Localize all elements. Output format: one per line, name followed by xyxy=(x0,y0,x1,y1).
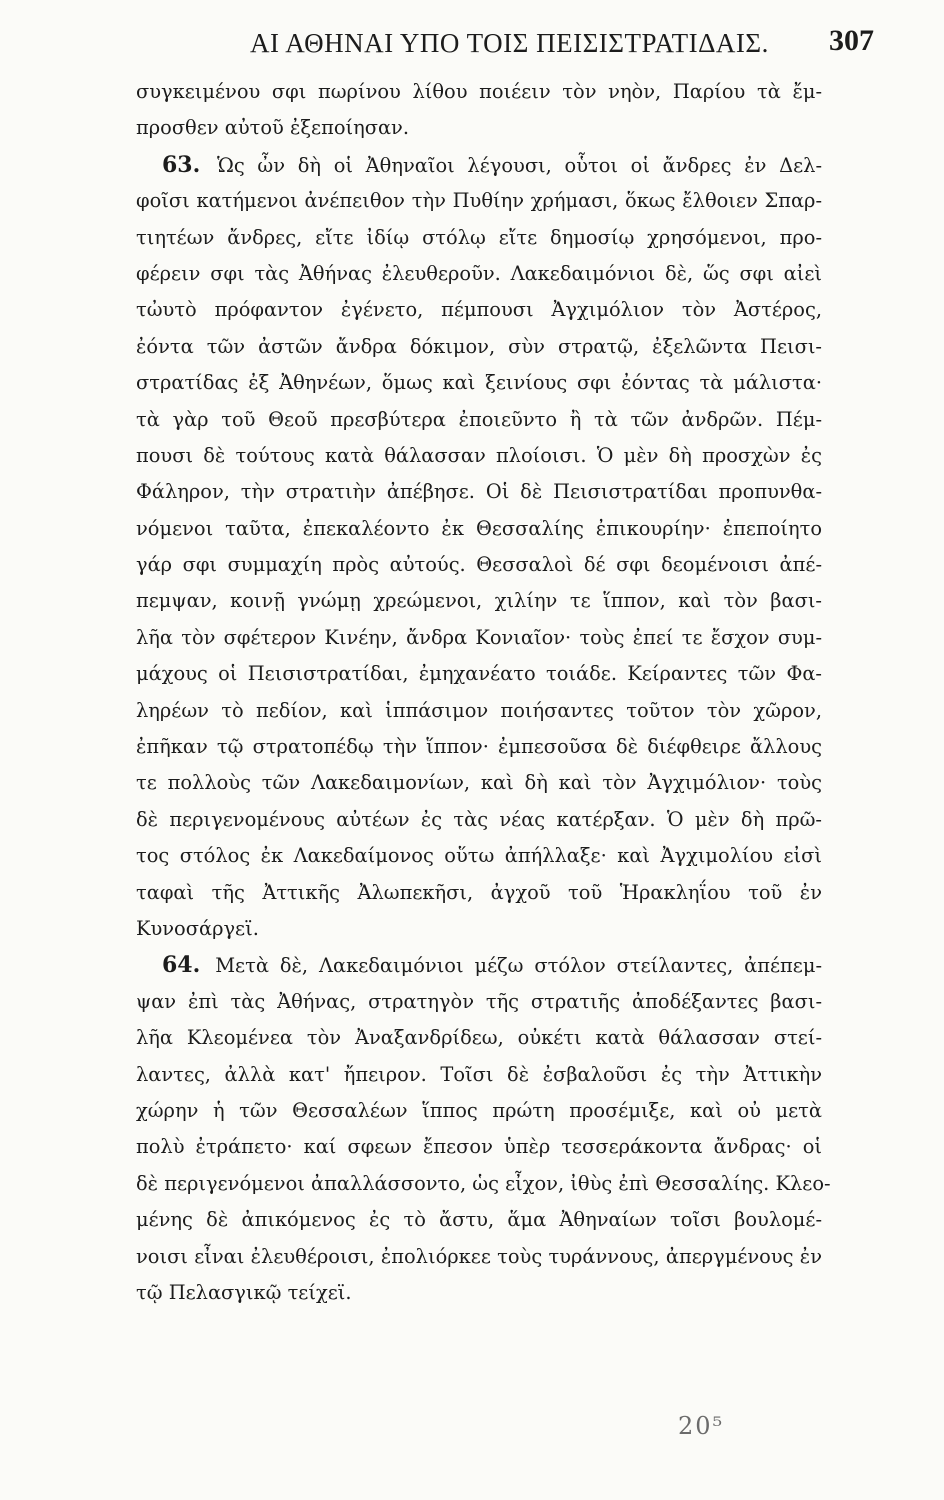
text-line: λαντες, ἀλλὰ κατ' ἤπειρον. Τοῖσι δὲ ἐσβαλοῦσι ἐς τὴν Ἀττικὴν xyxy=(136,1062,822,1086)
text-line xyxy=(136,947,822,983)
text-line: ἐόντα τῶν ἀστῶν ἄνδρα δόκιμον, σὺν στρατῷ, ἐξελῶντα Πεισι- xyxy=(136,334,822,358)
text-line: τὠυτὸ πρόφαντον ἐγένετο, πέμπουσι Ἀγχιμόλιον τὸν Ἀστέρος, xyxy=(136,298,822,322)
text-line: προσθεν αὐτοῦ ἐξεποίησαν. xyxy=(136,116,410,140)
text-line: ληρέων τὸ πεδίον, καὶ ἱππάσιμον ποιήσαντες τοῦτον τὸν χῶρον, xyxy=(136,698,822,722)
text-line: στρατίδας ἐξ Ἀθηνέων, ὅμως καὶ ξεινίους σφι ἐόντας τὰ μάλιστα· xyxy=(136,371,822,395)
text-line: χώρην ἡ τῶν Θεσσαλέων ἵππος πρώτη προσέμιξε, καὶ οὐ μετὰ xyxy=(136,1098,822,1122)
text-line: Κυνοσάργεϊ. xyxy=(136,916,259,940)
text-line: πουσι δὲ τούτους κατὰ θάλασσαν πλοίοισι. Ὁ μὲν δὴ προσχὼν ἐς xyxy=(136,443,822,467)
text-line: λῆα Κλεομένεα τὸν Ἀναξανδρίδεω, οὐκέτι κατὰ θάλασσαν στεί- xyxy=(136,1026,822,1050)
text-line: τος στόλος ἐκ Λακεδαίμονος οὕτω ἀπήλλαξε· καὶ Ἀγχιμολίου εἰσὶ xyxy=(136,844,822,868)
text-line: τε πολλοὺς τῶν Λακεδαιμονίων, καὶ δὴ καὶ τὸν Ἀγχιμόλιον· τοὺς xyxy=(136,771,822,795)
text-line: τῷ Πελασγικῷ τείχεϊ. xyxy=(136,1280,352,1304)
text-line: μάχους οἱ Πεισιστρατίδαι, ἐμηχανέατο τοιάδε. Κείραντες τῶν Φα- xyxy=(136,662,822,686)
text-line: λῆα τὸν σφέτερον Κινέην, ἄνδρα Κονιαῖον· τοὺς ἐπεί τε ἔσχον συμ- xyxy=(136,625,822,649)
text-line: πολὺ ἐτράπετο· καί σφεων ἔπεσον ὑπὲρ τεσσεράκοντα ἄνδρας· οἱ xyxy=(136,1135,822,1159)
text-line: δὲ περιγενομένους αὐτέων ἐς τὰς νέας κατέρξαν. Ὁ μὲν δὴ πρῶ- xyxy=(136,807,822,831)
text-line: φοῖσι κατήμενοι ἀνέπειθον τὴν Πυθίην χρήμασι, ὅκως ἔλθοιεν Σπαρ- xyxy=(136,189,822,213)
text-line: νόμενοι ταῦτα, ἐπεκαλέοντο ἐκ Θεσσαλίης ἐπικουρίην· ἐπεποίητο xyxy=(136,516,822,540)
body-text xyxy=(136,74,831,1311)
text-line: ταφαὶ τῆς Ἀττικῆς Ἀλωπεκῆσι, ἀγχοῦ τοῦ Ἡρακληΐου τοῦ ἐν xyxy=(136,880,822,904)
text-line: πεμψαν, κοινῇ γνώμῃ χρεώμενοι, χιλίην τε ἵππον, καὶ τὸν βασι- xyxy=(136,589,822,613)
section-number-63: 63. xyxy=(162,151,201,178)
page-header xyxy=(250,22,874,62)
section-number-64: 64. xyxy=(162,952,201,979)
text-line: νοισι εἶναι ἐλευθέροισι, ἐπολιόρκεε τοὺς τυράννους, ἀπεργμένους ἐν xyxy=(136,1244,822,1268)
text-line xyxy=(136,147,822,183)
text-line: δὲ περιγενόμενοι ἀπαλλάσσοντο, ὡς εἶχον, ἰθὺς ἐπὶ Θεσσαλίης. Κλεο- xyxy=(136,1171,831,1195)
text-line: γάρ σφι συμμαχίη πρὸς αὐτούς. Θεσσαλοὶ δέ σφι δεομένοισι ἀπέ- xyxy=(136,553,822,577)
running-title: ΑΙ ΑΘΗΝΑΙ ΥΠΟ ΤΟΙΣ ΠΕΙΣΙΣΤΡΑΤΙΔΑΙΣ. xyxy=(250,28,769,58)
text-line: συγκειμένου σφι πωρίνου λίθου ποιέειν τὸν νηὸν, Παρίου τὰ ἔμ- xyxy=(136,80,822,103)
page-number: 307 xyxy=(829,24,874,57)
text-line-content: Ὡς ὦν δὴ οἱ Ἀθηναῖοι λέγουσι, οὗτοι οἱ ἄνδρες ἐν Δελ- xyxy=(216,153,822,177)
text-line: τὰ γὰρ τοῦ Θεοῦ πρεσβύτερα ἐποιεῦντο ἢ τὰ τῶν ἀνδρῶν. Πέμ- xyxy=(136,407,822,431)
text-line: φέρειν σφι τὰς Ἀθήνας ἐλευθεροῦν. Λακεδαιμόνιοι δὲ, ὥς σφι αἰεὶ xyxy=(136,261,822,285)
text-line-content: Μετὰ δὲ, Λακεδαιμόνιοι μέζω στόλον στείλαντες, ἀπέπεμ- xyxy=(215,954,822,978)
text-line: ψαν ἐπὶ τὰς Ἀθήνας, στρατηγὸν τῆς στρατιῆς ἀποδέξαντες βασι- xyxy=(136,989,822,1013)
text-line: τιητέων ἄνδρες, εἴτε ἰδίῳ στόλῳ εἴτε δημοσίῳ χρησόμενοι, προ- xyxy=(136,225,822,249)
text-line: μένης δὲ ἀπικόμενος ἐς τὸ ἄστυ, ἅμα Ἀθηναίων τοῖσι βουλομέ- xyxy=(136,1208,822,1232)
signature-mark: 20⁵ xyxy=(678,1412,725,1440)
text-line: Φάληρον, τὴν στρατιὴν ἀπέβησε. Οἱ δὲ Πεισιστρατίδαι προπυνθα- xyxy=(136,480,822,504)
text-line: ἐπῆκαν τῷ στρατοπέδῳ τὴν ἵππον· ἐμπεσοῦσα δὲ διέφθειρε ἄλλους xyxy=(136,735,822,759)
